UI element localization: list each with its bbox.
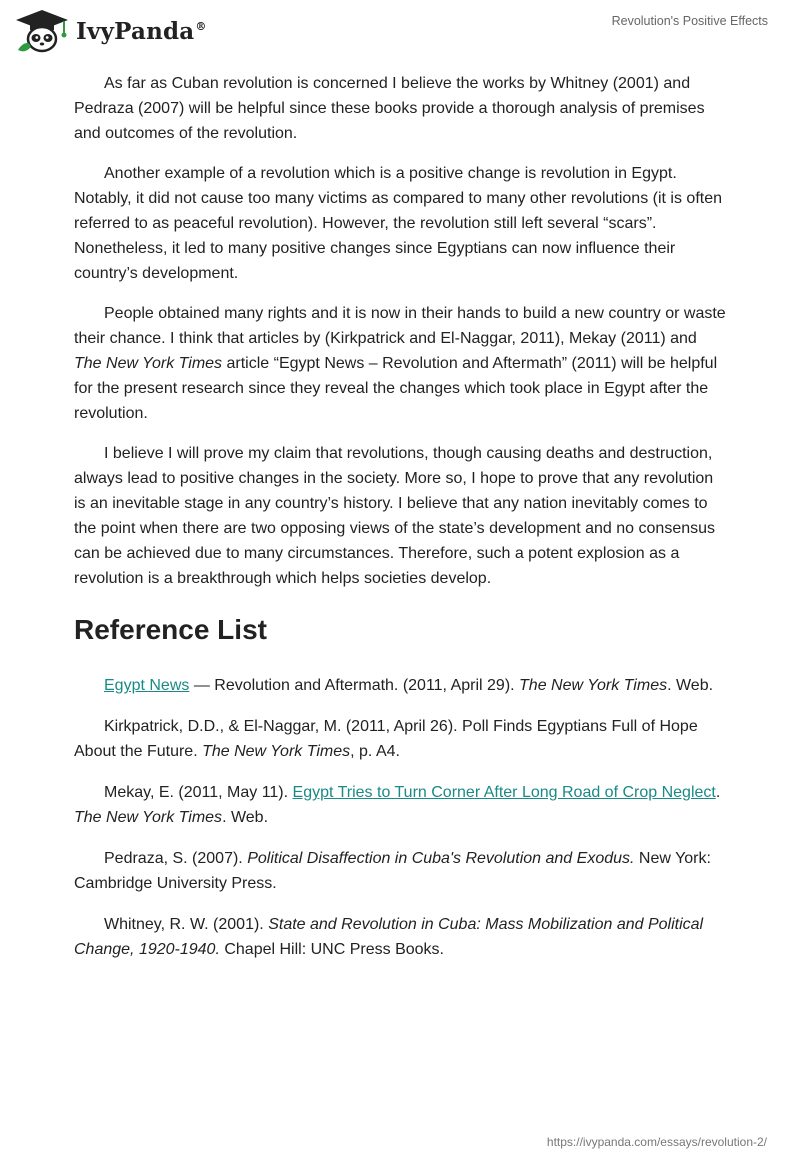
paragraph: People obtained many rights and it is now in their hands to build a new country or waste their chance. I think that articles by (Kirkpatrick and El-Naggar, 2011), Mekay (2011) and The New York Times article “Egypt News – Revolution and Aftermath” (2011) will be helpful for the present research since they reveal the changes which took place in Egypt after the revolution. (74, 305, 726, 422)
reference-item: Pedraza, S. (2007). Political Disaffection in Cuba's Revolution and Exodus. New York: Cambridge University Press. (74, 850, 711, 892)
header (0, 0, 800, 60)
paragraph: I believe I will prove my claim that revolutions, though causing deaths and destruction, always lead to positive changes in the society. More so, I hope to prove that any revolution is an inevitable stage in any country’s history. I believe that any nation inevitably comes to the point when there are two opposing views of the state’s development and no consensus can be achieved due to many circumstances. Therefore, such a potent explosion as a revolution is a breakthrough which helps societies develop. (74, 445, 716, 587)
source-url: https://ivypanda.com/essays/revolution-2/ (546, 1135, 767, 1149)
article-content (74, 71, 726, 978)
egypt-news-link[interactable]: Egypt News (104, 677, 190, 694)
paragraph: As far as Cuban revolution is concerned I believe the works by Whitney (2001) and Pedraza (2007) will be helpful since these books provide a thorough analysis of premises and outcomes of the revolution. (74, 75, 705, 142)
reference-item: Kirkpatrick, D.D., & El-Naggar, M. (2011, April 26). Poll Finds Egyptians Full of Hope About the Future. The New York Times, p. A4. (74, 718, 698, 760)
reference-list-heading: Reference List (74, 614, 267, 645)
page-title: Revolution's Positive Effects (611, 14, 768, 28)
brand-name: IvyPanda® (76, 17, 207, 45)
panda-graduate-icon (14, 8, 70, 54)
egypt-crop-neglect-link[interactable]: Egypt Tries to Turn Corner After Long Road of Crop Neglect (292, 784, 716, 801)
reference-item: Whitney, R. W. (2001). State and Revolution in Cuba: Mass Mobilization and Political Change, 1920-1940. Chapel Hill: UNC Press Books. (74, 916, 704, 958)
reference-item: Mekay, E. (2011, May 11). Egypt Tries to Turn Corner After Long Road of Crop Neglect. The New York Times. Web. (74, 784, 721, 826)
paragraph: Another example of a revolution which is a positive change is revolution in Egypt. Notably, it did not cause too many victims as compared to many other revolutions (it is often referred to as peaceful revolution). However, the revolution still left several “scars”. Nonetheless, it led to many positive changes since Egyptians can now influence their country’s development. (74, 165, 722, 282)
reference-list (74, 673, 726, 962)
ivypanda-logo[interactable] (14, 8, 207, 54)
reference-item: Egypt News — Revolution and Aftermath. (2011, April 29). The New York Times. Web. (104, 677, 714, 694)
